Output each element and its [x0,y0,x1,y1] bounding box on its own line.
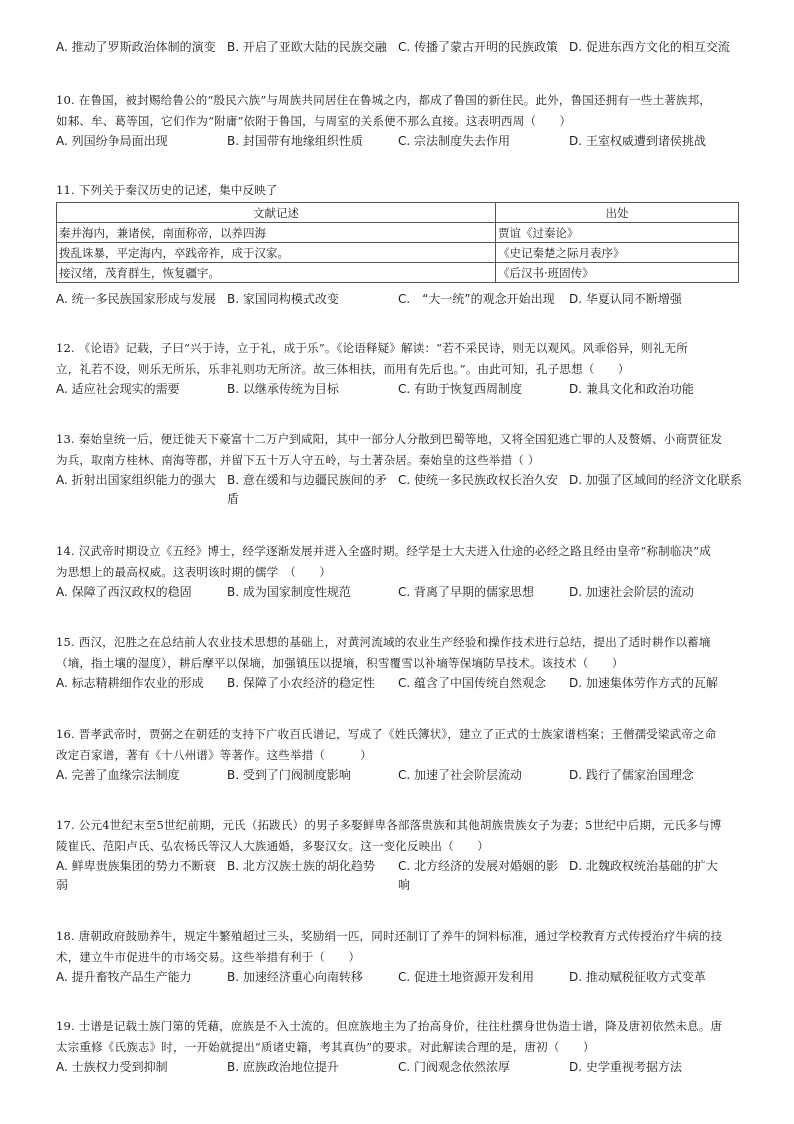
option-d[interactable]: D. 加速社会阶层的流动 [569,585,694,599]
option-a[interactable]: A. 折射出国家组织能力的强大 [56,473,216,487]
option-row [56,471,746,511]
option-d[interactable]: D. 北魏政权统治基础的扩大 [569,859,718,873]
question-stem [56,815,746,857]
question-18 [56,926,746,990]
option-row [56,380,746,402]
option-a[interactable]: A. 完善了血缘宗法制度 [56,768,180,782]
option-a[interactable]: A. 适应社会现实的需要 [56,382,180,396]
option-c[interactable]: C. “大一统”的观念开始出现 [398,292,555,306]
option-row [56,38,746,60]
option-a[interactable]: A. 推动了罗斯政治体制的演变 [56,40,216,54]
stem-line: 10. 在鲁国，被封赐给鲁公的“殷民六族”与周族共同居住在鲁城之内，都成了鲁国的新住民。此外，鲁国还拥有一些土著族邦， [56,93,711,107]
option-row [56,857,746,897]
stem-line: 立，礼若不设，则乐无所乐，乐非礼则功无所济。故三体相扶，而用有先后也。”。由此可知，孔子思想（ ） [56,362,630,376]
option-a[interactable]: A. 士族权力受到抑制 [56,1060,168,1074]
stem-line: 16. 晋孝武帝时，贾弼之在朝廷的支持下广收百氏谱记，写成了《姓氏簿状》，建立了正式的士族家谱档案；王僧孺受梁武帝之命 [56,727,717,741]
option-d[interactable]: D. 促进东西方文化的相互交流 [569,40,730,54]
stem-line: 如邾、牟、葛等国，它们作为“附庸”依附于鲁国，与周室的关系便不那么直接。这表明西周（ ） [56,114,572,128]
option-c[interactable]: C. 传播了蒙古开明的民族政策 [398,40,559,54]
option-b[interactable]: B. 成为国家制度性规范 [227,585,351,599]
question-15 [56,632,746,696]
question-13 [56,429,746,511]
option-a[interactable]: A. 保障了西汉政权的稳固 [56,585,192,599]
prev-question-options [56,38,746,60]
option-c[interactable]: C. 使统一多民族政权长治久安 [398,473,559,487]
option-a[interactable]: A. 列国纷争局面出现 [56,134,168,148]
option-c[interactable]: C. 门阀观念依然浓厚 [398,1060,511,1074]
option-row [56,290,746,312]
table-cell: 《后汉书·班固传》 [496,263,739,283]
option-d[interactable]: D. 践行了儒家治国理念 [569,768,694,782]
option-b[interactable]: B. 意在缓和与边疆民族间的矛盾 [227,473,387,506]
table-cell: 拨乱诛暴，平定海内，卒践帝祚，成于汉家。 [57,243,496,263]
option-d[interactable]: D. 华夏认同不断增强 [569,292,682,306]
option-c[interactable]: C. 背离了早期的儒家思想 [398,585,535,599]
question-11 [56,180,746,201]
option-c[interactable]: C. 促进土地资源开发利用 [398,970,535,984]
question-14 [56,541,746,605]
stem-line: 12. 《论语》记载，子曰“兴于诗，立于礼，成于乐”。《论语释疑》解读：“若不采民诗，则无以观风。风乖俗异，则礼无所 [56,341,688,355]
question-stem [56,724,746,766]
option-d[interactable]: D. 史学重视考据方法 [569,1060,682,1074]
stem-line: （墒，指土壤的湿度），耕后摩平以保墒，加强镇压以提墒，积雪覆雪以补墒等保墒防旱技术。该技术（ ） [56,656,624,670]
option-b[interactable]: B. 家国同构模式改变 [227,292,339,306]
option-b[interactable]: B. 以继承传统为目标 [227,382,339,396]
question-stem [56,90,746,132]
table-row [57,263,739,283]
stem-line: 11. 下列关于秦汉历史的记述，集中反映了 [56,183,278,197]
option-b[interactable]: B. 开启了亚欧大陆的民族交融 [227,40,387,54]
table-cell: 秦并海内，兼诸侯，南面称帝，以养四海 [57,223,496,243]
stem-line: 术，建立牛市促进牛的市场交易。这些举措有利于（ ） [56,950,361,964]
option-a[interactable]: A. 提升畜牧产品生产能力 [56,970,192,984]
table-cell: 《史记秦楚之际月表序》 [496,243,739,263]
table-header: 文献记述 [57,203,496,223]
question-16 [56,724,746,788]
question-10 [56,90,746,154]
table-cell: 贾谊《过秦论》 [496,223,739,243]
question-stem [56,926,746,968]
option-b[interactable]: B. 北方汉族士族的胡化趋势 [227,859,375,873]
option-row [56,583,746,605]
question-11-options [56,290,746,312]
stem-line: 13. 秦始皇统一后，便迁徙天下豪富十二万户到咸阳，其中一部分人分散到巴蜀等地，又将全国犯逃亡罪的人及赘婿、小商贾征发 [56,432,723,446]
option-row [56,132,746,154]
option-d[interactable]: D. 推动赋税征收方式变革 [569,970,706,984]
table-cell: 接汉绪，茂育群生，恢复疆宇。 [57,263,496,283]
stem-line: 18. 唐朝政府鼓励养牛，规定牛繁殖超过三头，奖励绢一匹，同时还制订了养牛的饲料标准，通过学校教育方式传授治疗牛病的技 [56,929,723,943]
stem-line: 14. 汉武帝时期设立《五经》博士，经学逐渐发展并进入全盛时期。经学是士大夫进入仕途的必经之路且经由皇帝“称制临决”成 [56,544,711,558]
option-row [56,766,746,788]
option-d[interactable]: D. 加速集体劳作方式的瓦解 [569,676,718,690]
question-stem [56,541,746,583]
option-row [56,1058,746,1080]
question-stem [56,429,746,471]
option-a[interactable]: A. 标志精耕细作农业的形成 [56,676,204,690]
question-stem [56,338,746,380]
stem-line: 改定百家谱，著有《十八州谱》等著作。这些举措（ ） [56,748,372,762]
option-b[interactable]: B. 受到了门阀制度影响 [227,768,351,782]
option-b[interactable]: B. 封国带有地缘组织性质 [227,134,363,148]
table-header: 出处 [496,203,739,223]
table-header-row [57,203,739,223]
option-d[interactable]: D. 兼具文化和政治功能 [569,382,694,396]
stem-line: 陵崔氏、范阳卢氏、弘农杨氏等汉人大族通婚，多娶汉女。这一变化反映出（ ） [56,839,489,853]
stem-line: 为思想上的最高权威。这表明该时期的儒学 （ ） [56,565,332,579]
question-stem [56,1016,746,1058]
option-a[interactable]: A. 统一多民族国家形成与发展 [56,292,216,306]
option-c[interactable]: C. 有助于恢复西周制度 [398,382,523,396]
option-d[interactable]: D. 加强了区域间的经济文化联系 [569,473,742,487]
question-19 [56,1016,746,1080]
question-12 [56,338,746,402]
option-b[interactable]: B. 保障了小农经济的稳定性 [227,676,375,690]
option-c[interactable]: C. 宗法制度失去作用 [398,134,511,148]
stem-line: 太宗重修《氏族志》时，一开始就提出“质诸史籍，考其真伪”的要求。对此解读合理的是，唐初（ ） [56,1040,595,1054]
option-c[interactable]: C. 加速了社会阶层流动 [398,768,523,782]
option-row [56,968,746,990]
option-c[interactable]: C. 北方经济的发展对婚姻的影响 [398,859,559,892]
option-a[interactable]: A. 鲜卑贵族集团的势力不断衰弱 [56,859,216,892]
option-row [56,674,746,696]
source-table [56,202,739,283]
question-17 [56,815,746,897]
table-row [57,223,739,243]
stem-line: 17. 公元4世纪末至5世纪前期，元氏（拓跋氏）的男子多娶鲜卑各部落贵族和其他胡族贵族女子为妻；5世纪中后期，元氏多与博 [56,818,722,832]
option-b[interactable]: B. 加速经济重心向南转移 [227,970,363,984]
stem-line: 15. 西汉，氾胜之在总结前人农业技术思想的基础上，对黄河流域的农业生产经验和操作技术进行总结，提出了适时耕作以蓄墒 [56,635,711,649]
question-stem [56,632,746,674]
option-b[interactable]: B. 庶族政治地位提升 [227,1060,339,1074]
stem-line: 为兵，取南方桂林、南海等郡，并留下五十万人守五岭，与土著杂居。秦始皇的这些举措（ ） [56,453,540,467]
option-d[interactable]: D. 王室权威遭到诸侯挑战 [569,134,706,148]
question-stem [56,180,746,201]
option-c[interactable]: C. 蕴含了中国传统自然观念 [398,676,547,690]
table-row [57,243,739,263]
stem-line: 19. 士谱是记载士族门第的凭藉，庶族是不入士流的。但庶族地主为了抬高身价，往往杜撰身世伪造士谱，降及唐初依然未息。唐 [56,1019,723,1033]
